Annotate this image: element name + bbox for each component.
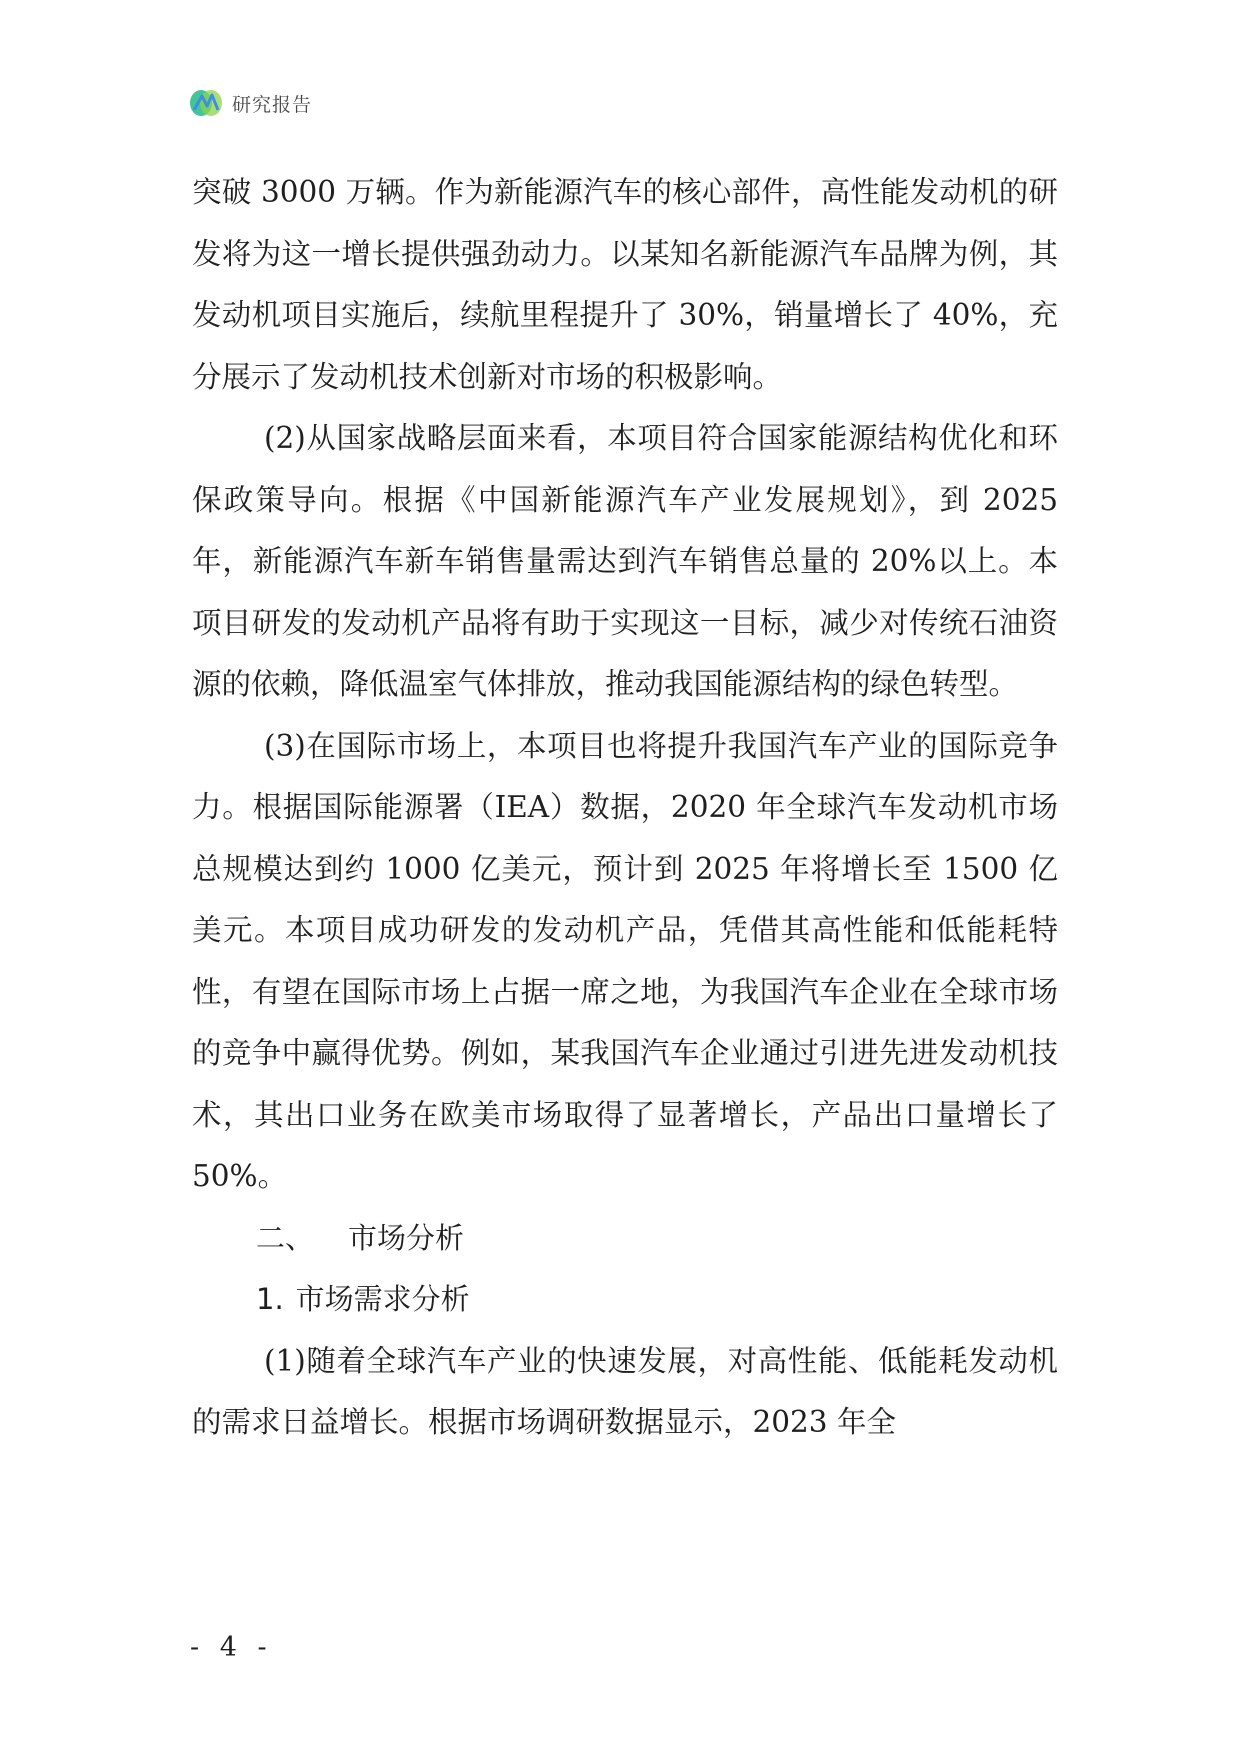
body-paragraph: (1)随着全球汽车产业的快速发展，对高性能、低能耗发动机的需求日益增长。根据市场调研数据显示，2023 年全 xyxy=(192,1343,1058,1439)
header-title: 研究报告 xyxy=(232,93,313,116)
subsection-number: 1. xyxy=(256,1282,284,1316)
body-paragraph: (3)在国际市场上，本项目也将提升我国汽车产业的国际竞争力。根据国际能源署（IEA）数据，2020 年全球汽车发动机市场总规模达到约 1000 亿美元，预计到 2025 年将增长至 1500 亿美元。本项目成功研发的发动机产品，凭借其高性能和低能耗特性，有望在国际市场上占据一席之地，为我国汽车企业在全球市场的竞争中赢得优势。例如，某我国汽车企业通过引进先进发动机技术，其出口业务在欧美市场取得了显著增长，产品出口量增长了 50%。 xyxy=(192,728,1058,1193)
subsection-title: 市场需求分析 xyxy=(295,1282,470,1316)
page-number: - 4 - xyxy=(190,1632,273,1663)
body-paragraph: 突破 3000 万辆。作为新能源汽车的核心部件，高性能发动机的研发将为这一增长提供强劲动力。以某知名新能源汽车品牌为例，其发动机项目实施后，续航里程提升了 30%，销量增长了 40%，充分展示了发动机技术创新对市场的积极影响。 xyxy=(192,175,1058,394)
section-heading xyxy=(192,1208,1058,1270)
subsection-heading xyxy=(192,1269,1058,1331)
section-number: 二、 xyxy=(256,1220,315,1255)
page-header xyxy=(188,86,312,120)
section-title: 市场分析 xyxy=(348,1220,465,1255)
logo-icon xyxy=(188,86,224,120)
document-body xyxy=(192,162,1058,1454)
body-paragraph: (2)从国家战略层面来看，本项目符合国家能源结构优化和环保政策导向。根据《中国新能源汽车产业发展规划》，到 2025 年，新能源汽车新车销售量需达到汽车销售总量的 20%以上。本项目研发的发动机产品将有助于实现这一目标，减少对传统石油资源的依赖，降低温室气体排放，推动我国能源结构的绿色转型。 xyxy=(192,421,1058,701)
